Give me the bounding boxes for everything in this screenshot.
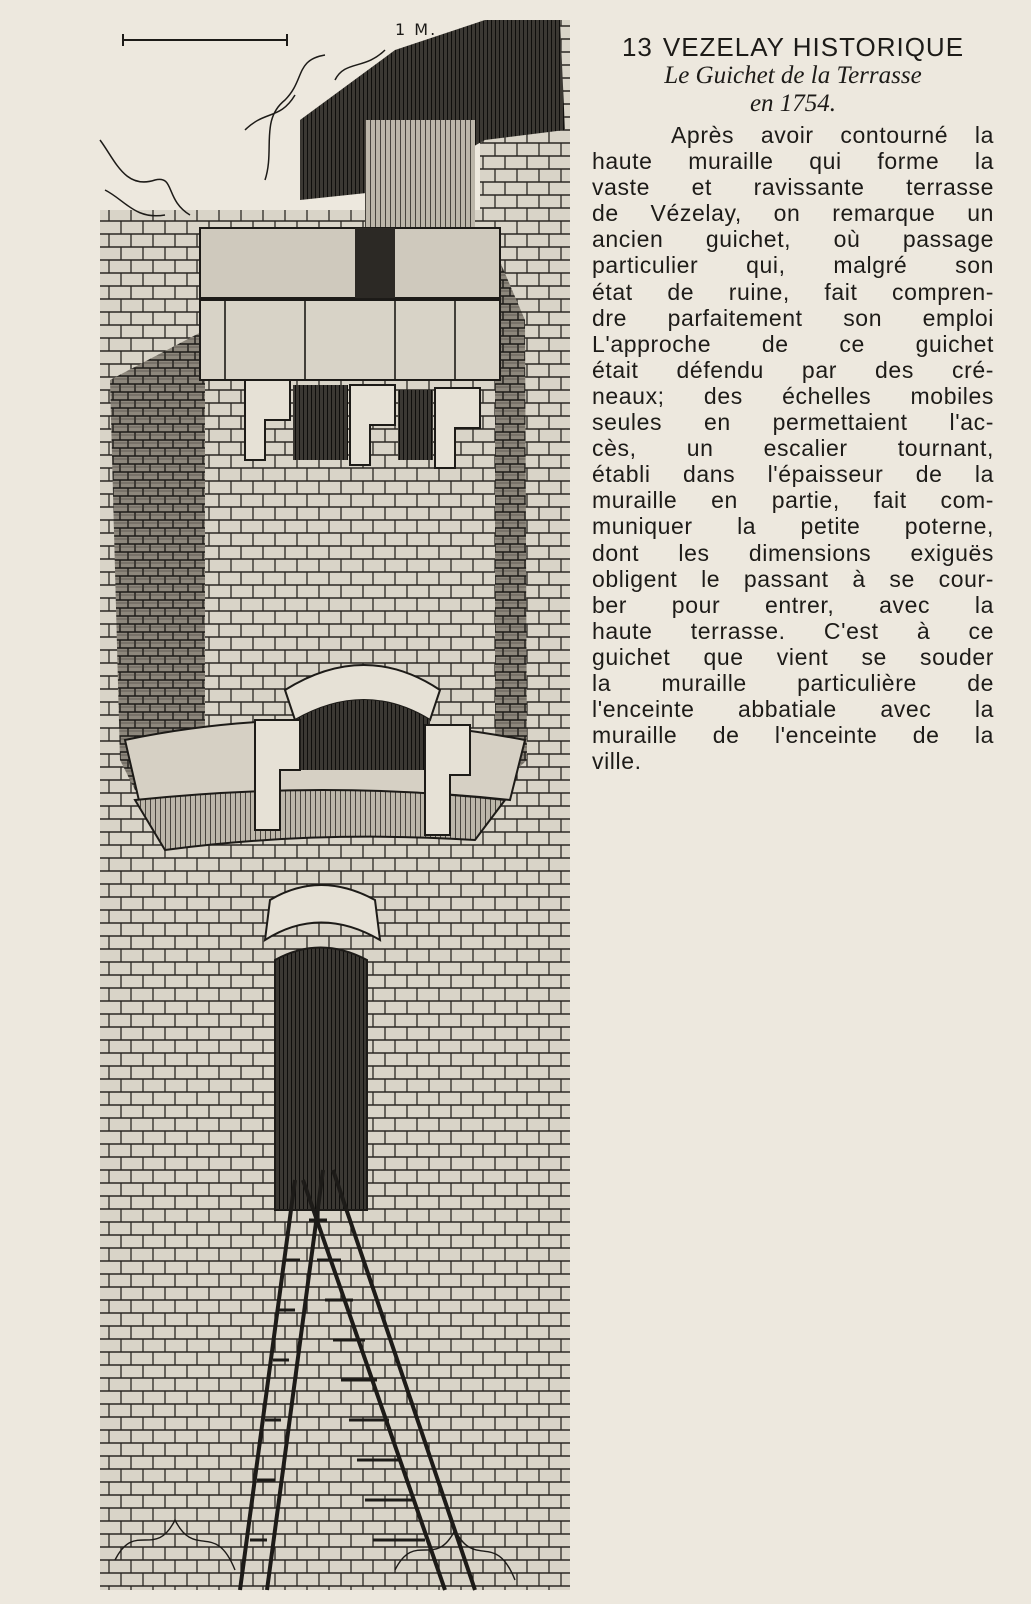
description-line: particulier qui, malgré son	[592, 252, 994, 279]
card-number: 13	[621, 32, 653, 62]
subtitle-line-1: Le Guichet de la Terrasse	[664, 62, 922, 89]
description-text	[592, 122, 994, 774]
description-line: vaste et ravissante terrasse	[592, 174, 994, 201]
wicket-gate-illustration	[95, 0, 585, 1604]
description-line: muraille en partie, fait com-	[592, 487, 994, 514]
description-line: l'enceinte abbatiale avec la	[592, 696, 994, 723]
description-line: de Vézelay, on remarque un	[592, 200, 994, 227]
subtitle-line-2: en 1754.	[749, 90, 837, 117]
description-line: muniquer la petite poterne,	[592, 513, 994, 540]
description-line: L'approche de ce guichet	[592, 330, 994, 357]
caption-column	[592, 32, 994, 774]
description-line: Après avoir contourné la	[592, 122, 994, 148]
card-subtitle	[592, 62, 994, 118]
description-line: haute muraille qui forme la	[592, 148, 994, 175]
description-line: ancien guichet, où passage	[592, 226, 994, 253]
description-line: seules en permettaient l'ac-	[592, 409, 994, 436]
description-line: haute terrasse. C'est à ce	[592, 617, 994, 644]
description-line: ville.	[592, 748, 642, 775]
tower-engraving	[95, 0, 585, 1604]
description-line: guichet que vient se souder	[592, 643, 994, 670]
description-line: la muraille particulière de	[592, 669, 994, 696]
card-heading	[592, 32, 994, 62]
description-line: état de ruine, fait compren-	[592, 278, 994, 305]
description-line: obligent le passant à se cour-	[592, 565, 994, 592]
description-line: établi dans l'épaisseur de la	[592, 461, 994, 488]
card-title: VEZELAY HISTORIQUE	[662, 32, 965, 62]
scale-label: 1 M.	[395, 20, 438, 39]
description-line: était défendu par des cré-	[592, 356, 994, 383]
description-line: dre parfaitement son emploi	[592, 304, 994, 331]
description-line: cès, un escalier tournant,	[592, 435, 994, 462]
description-line: dont les dimensions exiguës	[592, 539, 994, 566]
description-line: neaux; des échelles mobiles	[592, 382, 994, 409]
description-line: ber pour entrer, avec la	[592, 591, 994, 618]
description-line: muraille de l'enceinte de la	[592, 722, 994, 749]
